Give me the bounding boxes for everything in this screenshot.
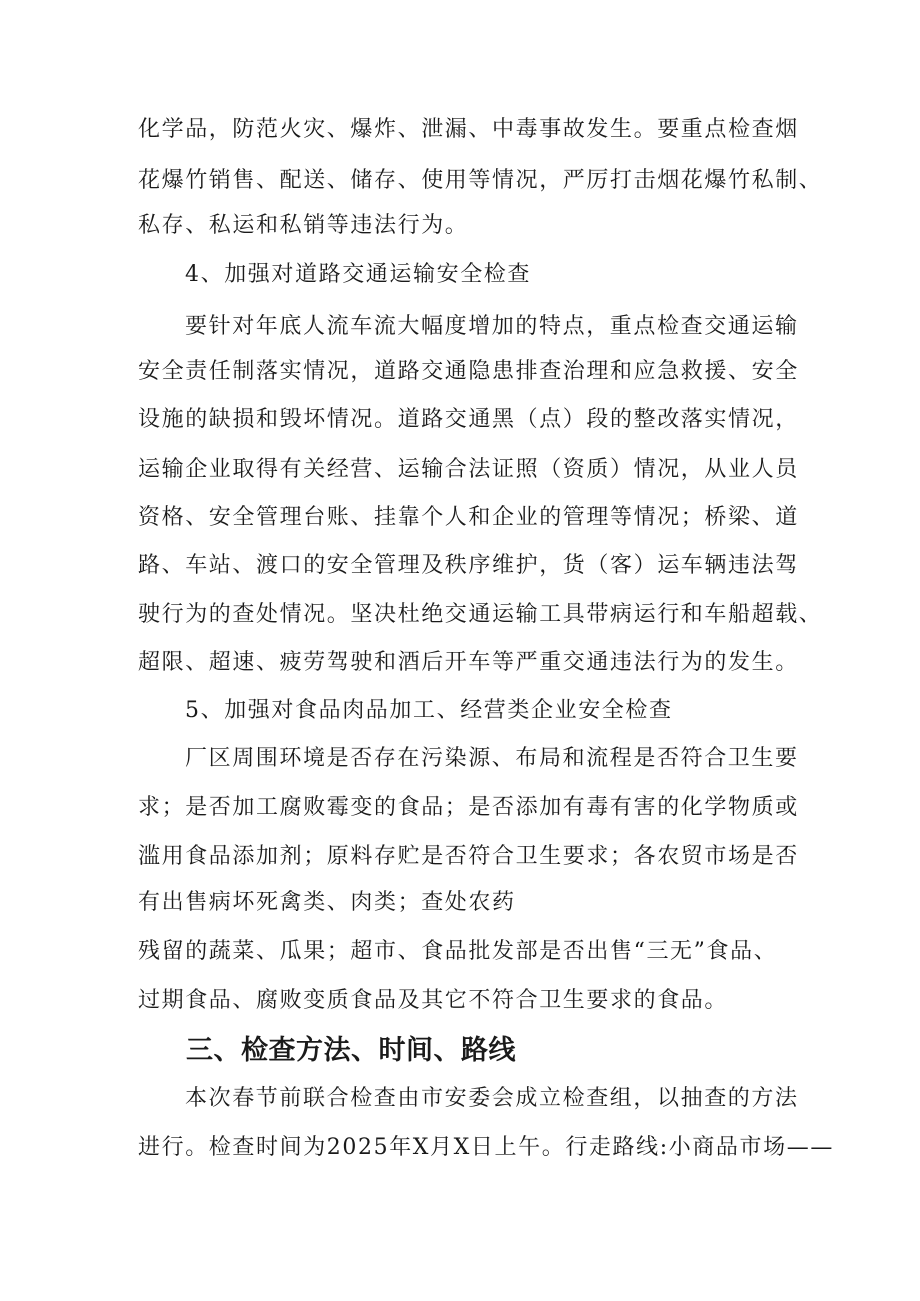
section-3-heading: 三、检查方法、时间、路线 <box>186 1035 516 1066</box>
paragraph-line: 厂区周围环境是否存在污染源、布局和流程是否符合卫生要 <box>185 746 799 771</box>
paragraph-line: 本次春节前联合检查由市安委会成立检查组，以抽查的方法 <box>185 1086 799 1111</box>
paragraph-line: 求；是否加工腐败霉变的食品；是否添加有毒有害的化学物质或 <box>138 795 799 820</box>
paragraph-line: 路、车站、渡口的安全管理及秩序维护，货（客）运车辆违法驾 <box>138 553 799 578</box>
paragraph-line: 驶行为的查处情况。坚决杜绝交通运输工具带病运行和车船超载、 <box>138 602 823 627</box>
paragraph-line: 要针对年底人流车流大幅度增加的特点，重点检查交通运输 <box>185 314 799 339</box>
paragraph-line: 过期食品、腐败变质食品及其它不符合卫生要求的食品。 <box>138 988 729 1013</box>
item-4-heading: 4、加强对道路交通运输安全检查 <box>185 262 531 287</box>
paragraph-line: 有出售病坏死禽类、肉类；查处农药 <box>138 890 516 915</box>
paragraph-line: 私存、私运和私销等违法行为。 <box>138 213 469 238</box>
paragraph-line: 滥用食品添加剂；原料存贮是否符合卫生要求；各农贸市场是否 <box>138 844 799 869</box>
paragraph-line: 安全责任制落实情况，道路交通隐患排查治理和应急救援、安全 <box>138 359 799 384</box>
paragraph-line: 化学品，防范火灾、爆炸、泄漏、中毒事故发生。要重点检查烟 <box>138 117 799 142</box>
paragraph-line: 设施的缺损和毁坏情况。道路交通黑（点）段的整改落实情况， <box>138 407 799 432</box>
paragraph-line: 花爆竹销售、配送、储存、使用等情况，严厉打击烟花爆竹私制、 <box>138 168 823 193</box>
paragraph-line: 资格、安全管理台账、挂靠个人和企业的管理等情况；桥梁、道 <box>138 505 799 530</box>
paragraph-line: 进行。检查时间为2025年X月X日上午。行走路线:小商品市场—— <box>138 1135 834 1160</box>
paragraph-line: 超限、超速、疲劳驾驶和酒后开车等严重交通违法行为的发生。 <box>138 650 799 675</box>
item-5-heading: 5、加强对食品肉品加工、经营类企业安全检查 <box>185 698 673 723</box>
paragraph-line: 残留的蔬菜、瓜果；超市、食品批发部是否出售“三无”食品、 <box>138 939 778 964</box>
paragraph-line: 运输企业取得有关经营、运输合法证照（资质）情况，从业人员 <box>138 457 799 482</box>
